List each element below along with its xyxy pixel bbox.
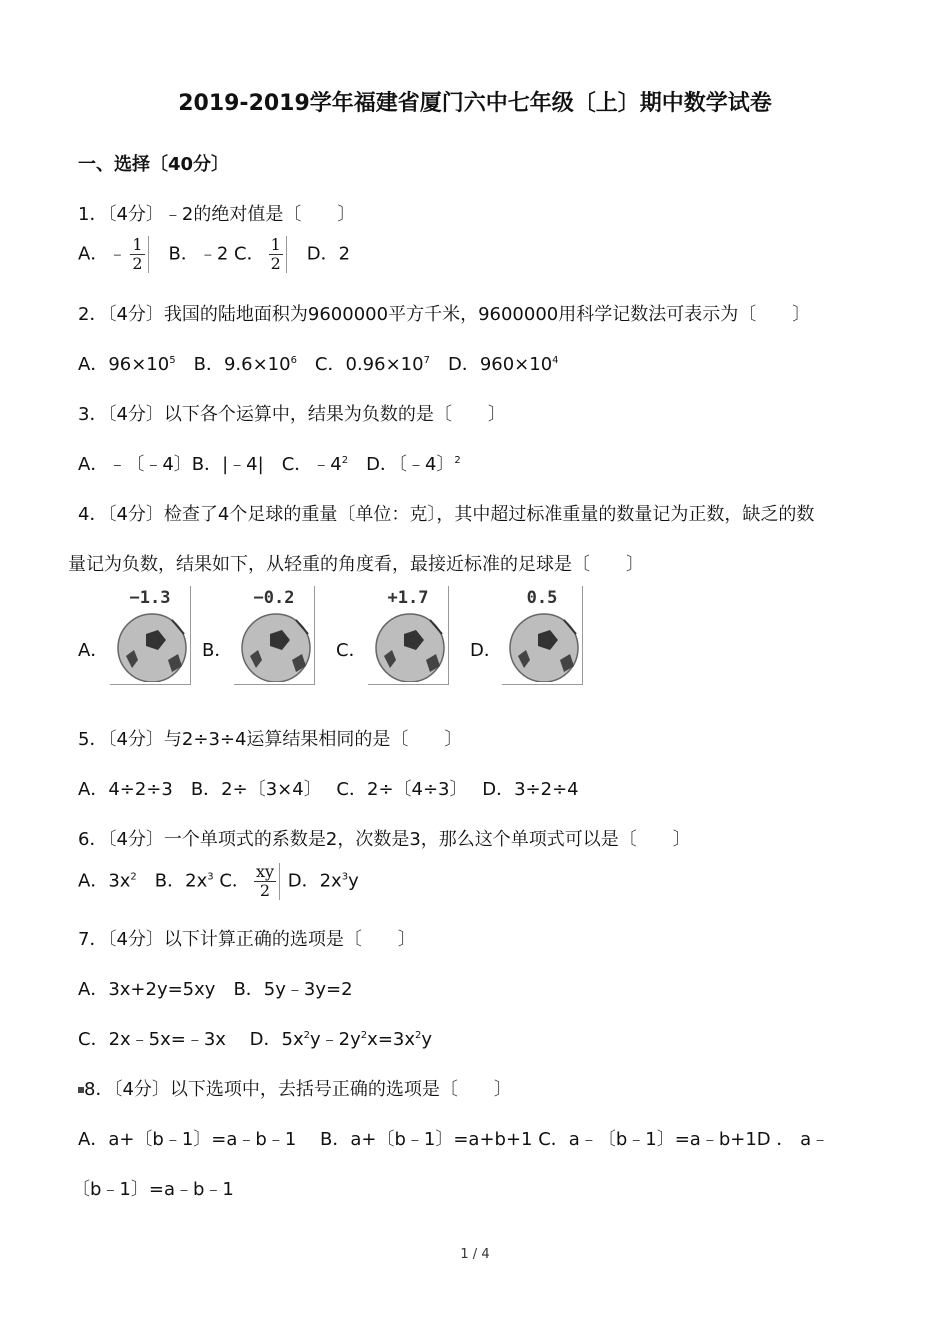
q1-fraction-a: $\frac{1}{2}$ bbox=[128, 236, 148, 273]
question-7-stem: 7．〔4分〕以下计算正确的选项是〔 〕 bbox=[78, 929, 416, 950]
q4-ball-b-value: −0.2 bbox=[253, 588, 295, 608]
question-3-stem: 3．〔4分〕以下各个运算中，结果为负数的是〔 〕 bbox=[78, 404, 506, 425]
question-8-stem: 8．〔4分〕以下选项中，去括号正确的选项是〔 〕 bbox=[78, 1075, 512, 1101]
q6-fraction-c: $\frac{xy}{2}$ bbox=[252, 863, 280, 900]
q4-option-a-label: A． bbox=[78, 640, 109, 661]
section-heading: 一、选择〔40分〕 bbox=[78, 154, 230, 175]
question-5-stem: 5．〔4分〕与2÷3÷4运算结果相同的是〔 〕 bbox=[78, 729, 463, 750]
soccer-ball-icon bbox=[370, 604, 448, 682]
question-7-options-cd: C．2x﹣5x=﹣3x D．$5x^2y﹣2y^2x=3x^2y$ bbox=[78, 1029, 433, 1050]
question-4-stem-1: 4．〔4分〕检查了4个足球的重量〔单位：克〕，其中超过标准重量的数量记为正数，缺乏的数 bbox=[78, 504, 815, 525]
q1-option-bc: B．﹣2 C． bbox=[150, 243, 265, 265]
question-1-options bbox=[78, 236, 350, 273]
q4-option-b-label: B． bbox=[202, 640, 233, 661]
q1-option-a: A．﹣ bbox=[78, 243, 127, 265]
question-8-options-1: A．a+〔b﹣1〕=a﹣b﹣1 B．a+〔b﹣1〕=a+b+1 C．a﹣〔b﹣1〕=a﹣b+1D ． a﹣ bbox=[78, 1129, 830, 1150]
q4-option-c-label: C． bbox=[336, 640, 367, 661]
q4-ball-a-value: −1.3 bbox=[129, 588, 171, 608]
q4-ball-c bbox=[368, 586, 449, 685]
q4-ball-d bbox=[502, 586, 583, 685]
q4-ball-b bbox=[234, 586, 315, 685]
soccer-ball-icon bbox=[504, 604, 582, 682]
question-7-options-ab: A．3x+2y=5xy B．5y﹣3y=2 bbox=[78, 979, 353, 1000]
question-4-stem-2: 量记为负数，结果如下，从轻重的角度看，最接近标准的足球是〔 〕 bbox=[68, 554, 644, 575]
q1-fraction-c: $\frac{1}{2}$ bbox=[267, 236, 287, 273]
page-title: 2019-2019学年福建省厦门六中七年级〔上〕期中数学试卷 bbox=[178, 91, 772, 116]
question-6-stem: 6．〔4分〕一个单项式的系数是2，次数是3，那么这个单项式可以是〔 〕 bbox=[78, 829, 691, 850]
soccer-ball-icon bbox=[236, 604, 314, 682]
q4-option-d-label: D． bbox=[470, 640, 502, 661]
question-3-options: A．﹣〔﹣4〕B．|﹣4| C．$﹣4^2$ D．〔﹣4〕$^2$ bbox=[78, 454, 461, 475]
question-6-options: A．$3x^2$ B．$2x^3$ C． $\frac{xy}{2}$ D．$2x^3y$ bbox=[78, 862, 359, 900]
question-8-options-2: 〔b﹣1〕=a﹣b﹣1 bbox=[72, 1179, 234, 1200]
q1-option-d: D．2 bbox=[288, 243, 351, 265]
question-2-stem: 2．〔4分〕我国的陆地面积为9600000平方千米，9600000用科学记数法可表示为〔 〕 bbox=[78, 304, 811, 325]
page-number: 1 / 4 bbox=[460, 1247, 490, 1262]
q4-ball-a bbox=[110, 586, 191, 685]
q4-ball-d-value: 0.5 bbox=[526, 588, 558, 608]
question-1-stem: 1．〔4分〕﹣2的绝对值是〔 〕 bbox=[78, 204, 356, 225]
soccer-ball-icon bbox=[112, 604, 190, 682]
question-5-options: A．4÷2÷3 B．2÷〔3×4〕 C．2÷〔4÷3〕 D．3÷2÷4 bbox=[78, 779, 579, 800]
q4-ball-c-value: +1.7 bbox=[387, 588, 429, 608]
question-2-options: A．$96\times 10^5$ B．$9.6\times 10^6$ C．$0.96\times 10^7$ D．$960\times 10^4$ bbox=[78, 354, 559, 375]
